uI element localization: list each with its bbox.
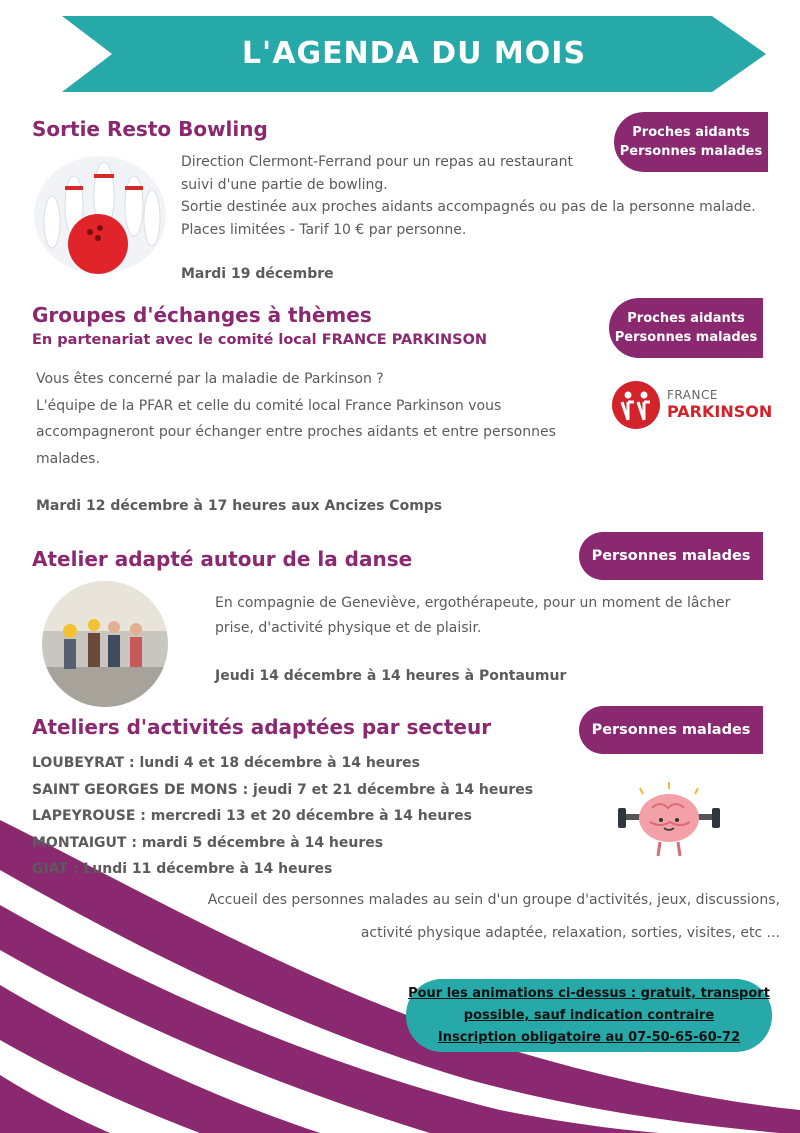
audience-tag-danse: Personnes malades xyxy=(579,532,763,580)
event-title-danse: Atelier adapté autour de la danse xyxy=(32,547,413,571)
brain-icon xyxy=(612,778,726,864)
bowling-image xyxy=(34,156,166,274)
list-item: GIAT : Lundi 11 décembre à 14 heures xyxy=(32,861,333,877)
sector-schedule-list xyxy=(32,750,533,883)
list-item: MONTAIGUT : mardi 5 décembre à 14 heures xyxy=(32,834,384,851)
event-description-danse: En compagnie de Geneviève, ergothérapeute, pour un moment de lâcher prise, d'activité physique et de plaisir. xyxy=(215,595,731,636)
event-title-groupes: Groupes d'échanges à thèmes xyxy=(32,303,372,327)
france-parkinson-logo: FRANCE PARKINSON xyxy=(611,380,763,430)
event-title-bowling: Sortie Resto Bowling xyxy=(32,117,268,141)
event-date-groupes: Mardi 12 décembre à 17 heures aux Ancizes Comps xyxy=(36,498,443,514)
event-date-danse: Jeudi 14 décembre à 14 heures à Pontaumur xyxy=(215,668,567,684)
list-item: LAPEYROUSE : mercredi 13 et 20 décembre à 14 heures xyxy=(32,808,472,824)
audience-tag-bowling: Proches aidants Personnes malades xyxy=(614,112,768,172)
audience-tag-groupes: Proches aidants Personnes malades xyxy=(609,298,763,358)
list-item: LOUBEYRAT : lundi 4 et 18 décembre à 14 heures xyxy=(32,755,420,771)
audience-tag-ateliers: Personnes malades xyxy=(579,706,763,754)
header-banner xyxy=(62,16,766,92)
event-title-ateliers: Ateliers d'activités adaptées par secteur xyxy=(32,715,492,739)
dance-photo xyxy=(42,581,168,707)
registration-note: Pour les animations ci-dessus : gratuit, transport possible, sauf indication contraire Inscription obligatoire au 07-50-65-60-72 xyxy=(406,979,772,1052)
list-item: SAINT GEORGES DE MONS : jeudi 7 et 21 décembre à 14 heures xyxy=(32,781,534,798)
event-date-bowling: Mardi 19 décembre xyxy=(181,266,334,282)
event-description-ateliers: Accueil des personnes malades au sein d'un groupe d'activités, jeux, discussions, activité physique adaptée, relaxation, sorties, visites, etc ... xyxy=(207,892,780,941)
page-title: L'AGENDA DU MOIS xyxy=(241,36,587,71)
event-description-groupes: Vous êtes concerné par la maladie de Parkinson ? L'équipe de la PFAR et celle du comité local France Parkinson vous accompagneront pour échanger entre proches aidants et entre personnes malades. xyxy=(36,371,556,467)
event-description-bowling: Direction Clermont-Ferrand pour un repas au restaurant suivi d'une partie de bowling. Sortie destinée aux proches aidants accompagnés ou pas de la personne malade. Places limitées - Tarif 10 € par personne. xyxy=(181,154,756,238)
event-subtitle-groupes: En partenariat avec le comité local FRANCE PARKINSON xyxy=(32,332,488,348)
